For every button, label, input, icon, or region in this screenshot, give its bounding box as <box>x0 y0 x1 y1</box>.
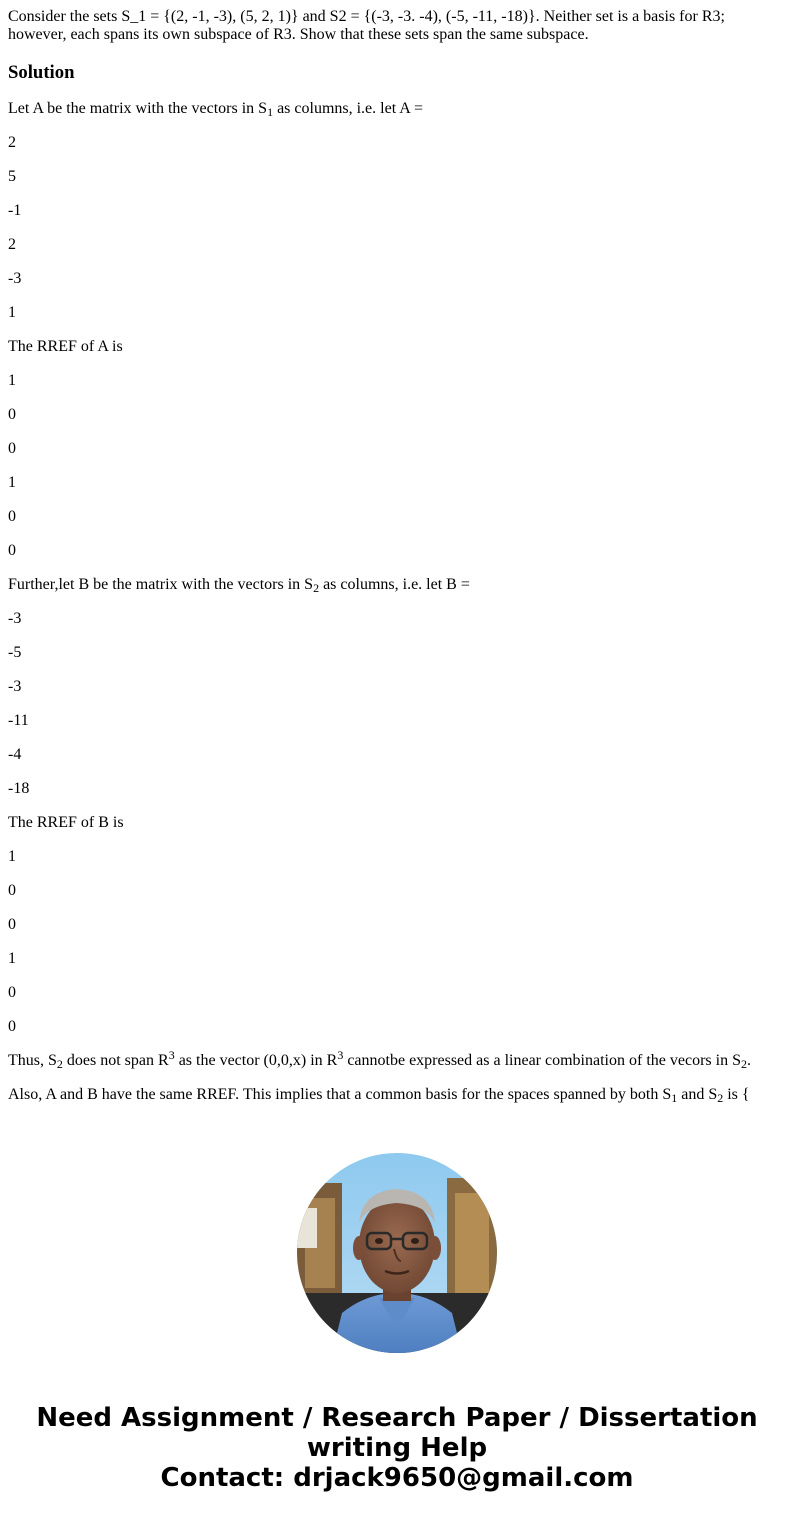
matrix-a-entry: 1 <box>8 304 16 321</box>
solution-content <box>8 0 786 1104</box>
matrix-b-intro <box>8 576 786 594</box>
matrix-a-entry: -3 <box>8 270 22 287</box>
footer-promo <box>0 1403 794 1493</box>
matrix-a-intro-subscript: 1 <box>267 105 274 119</box>
matrix-a-entry: -1 <box>8 202 22 219</box>
matrix-b-intro-text: Further,let B be the matrix with the vectors in S <box>8 576 314 593</box>
conclusion-text: does not span R <box>62 1052 169 1069</box>
conclusion-superscript: 3 <box>337 1048 344 1062</box>
matrix-b-entry: -11 <box>8 712 29 729</box>
conclusion-subscript: 2 <box>717 1091 724 1105</box>
matrix-a-entry: 2 <box>8 236 16 253</box>
matrix-a-entry: 2 <box>8 134 16 151</box>
rref-b-entry: 0 <box>8 882 16 899</box>
matrix-a-intro-text-end: as columns, i.e. let A = <box>273 100 423 117</box>
rref-a-entry: 1 <box>8 372 16 389</box>
matrix-b-entry: -18 <box>8 780 30 797</box>
solution-heading: Solution <box>8 62 75 83</box>
matrix-b-intro-text-end: as columns, i.e. let B = <box>319 576 470 593</box>
conclusion-span-statement <box>8 1048 786 1071</box>
rref-b-entry: 0 <box>8 1018 16 1035</box>
rref-b-entry: 0 <box>8 984 16 1001</box>
matrix-a-intro-text: Let A be the matrix with the vectors in S <box>8 100 268 117</box>
rref-a-entry: 0 <box>8 508 16 525</box>
conclusion-subscript: 2 <box>56 1057 63 1071</box>
conclusion-subscript: 2 <box>740 1057 747 1071</box>
footer-line-2: writing Help <box>306 1433 488 1463</box>
conclusion-text: cannotbe expressed as a linear combination of the vecors in S <box>343 1052 741 1069</box>
rref-b-entry: 1 <box>8 848 16 865</box>
author-portrait-image <box>297 1153 497 1353</box>
matrix-b-entry: -3 <box>8 610 22 627</box>
conclusion-text: as the vector (0,0,x) in R <box>174 1052 338 1069</box>
conclusion-text: Also, A and B have the same RREF. This implies that a common basis for the spaces spanned by both S <box>8 1086 672 1103</box>
conclusion-text: . <box>746 1052 751 1069</box>
conclusion-text: and S <box>677 1086 718 1103</box>
matrix-b-entry: -5 <box>8 644 22 661</box>
rref-a-entry: 0 <box>8 440 16 457</box>
matrix-a-intro <box>8 100 786 118</box>
matrix-a-entry: 5 <box>8 168 16 185</box>
rref-b-label: The RREF of B is <box>8 814 124 831</box>
rref-a-entry: 0 <box>8 406 16 423</box>
rref-a-label: The RREF of A is <box>8 338 123 355</box>
conclusion-basis-statement <box>8 1086 786 1104</box>
matrix-b-entry: -4 <box>8 746 22 763</box>
matrix-b-entry: -3 <box>8 678 22 695</box>
footer-contact-email[interactable]: Contact: drjack9650@gmail.com <box>160 1463 634 1493</box>
conclusion-subscript: 1 <box>671 1091 678 1105</box>
conclusion-superscript: 3 <box>168 1048 175 1062</box>
question-text: Consider the sets S_1 = {(2, -1, -3), (5, 2, 1)} and S2 = {(-3, -3. -4), (-5, -11, -18)}. Neither set is a basis for R3; however, each spans its own subspace of R3. Show that these sets span the same subspace. <box>8 8 725 43</box>
conclusion-text: is { <box>723 1086 750 1103</box>
rref-b-entry: 0 <box>8 916 16 933</box>
rref-b-entry: 1 <box>8 950 16 967</box>
matrix-b-intro-subscript: 2 <box>313 581 320 595</box>
rref-a-entry: 0 <box>8 542 16 559</box>
footer-line-1: Need Assignment / Research Paper / Dissertation <box>36 1403 758 1433</box>
author-avatar <box>297 1153 497 1353</box>
conclusion-text: Thus, S <box>8 1052 57 1069</box>
rref-a-entry: 1 <box>8 474 16 491</box>
